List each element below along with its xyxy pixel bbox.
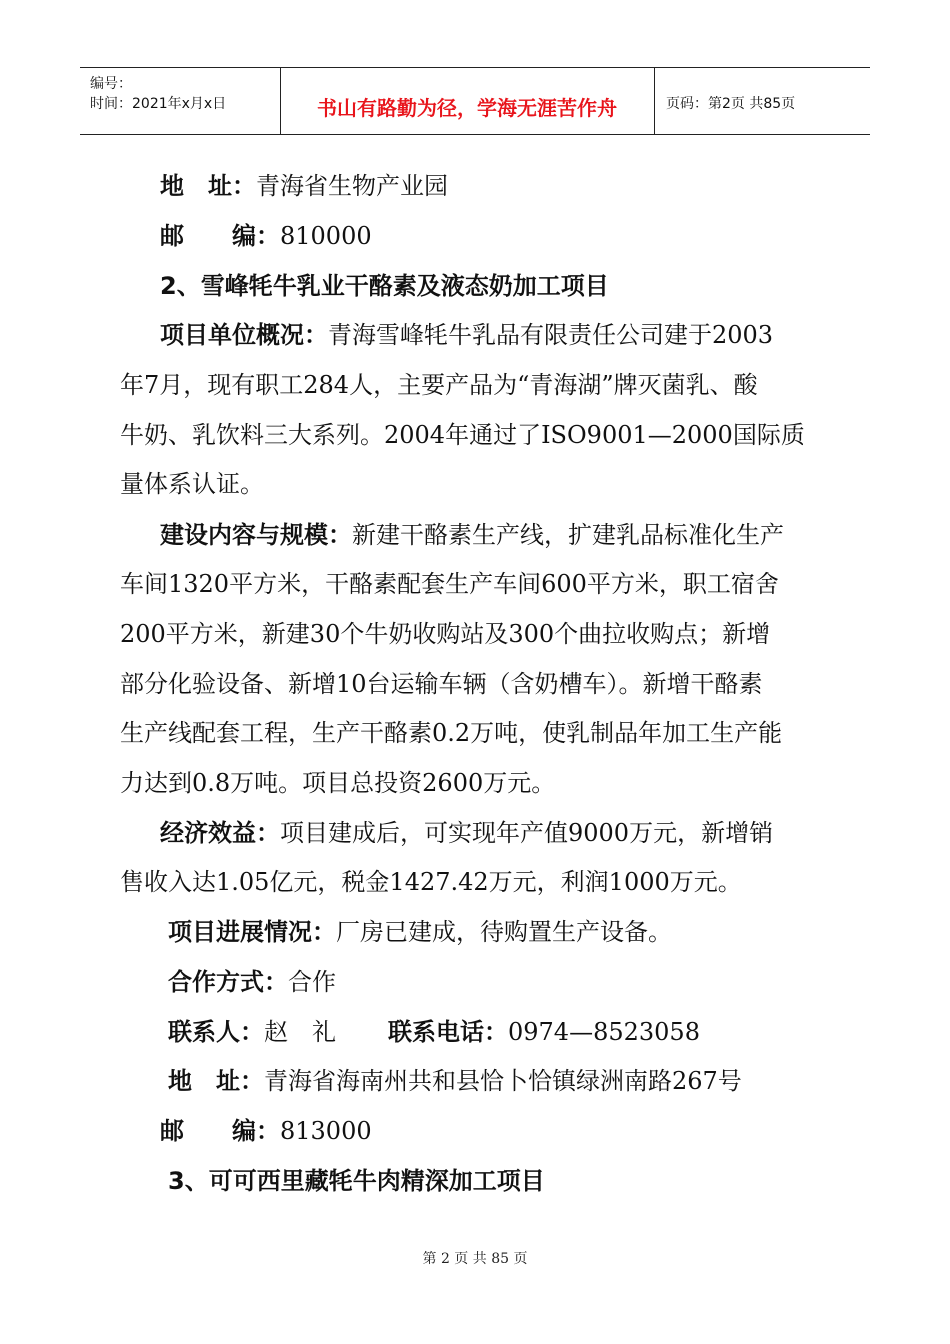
coop-value: 合作: [288, 968, 336, 996]
progress-line: [168, 918, 672, 946]
scale-line-1: [160, 521, 784, 549]
progress-value: 厂房已建成，待购置生产设备。: [336, 918, 672, 946]
benefit-line-1: [160, 819, 773, 847]
zip-label: 邮 编：: [160, 1117, 280, 1145]
header-meta: [90, 74, 226, 114]
zip-label: 邮 编：: [160, 222, 280, 250]
doc-number-label: 编号：: [90, 76, 132, 92]
page-footer: 第 2 页 共 85 页: [422, 1251, 528, 1267]
address-label: 地 址：: [160, 172, 256, 200]
header-page-info: 页码：第2页 共85页: [666, 96, 796, 112]
coop-label: 合作方式：: [168, 968, 288, 996]
scale-line-2: 车间1320平方米，干酪素配套生产车间600平方米，职工宿舍: [120, 570, 779, 598]
header-motto: 书山有路勤为径，学海无涯苦作舟: [317, 96, 617, 120]
phone-label: 联系电话：: [388, 1018, 508, 1046]
overview-line-3: 牛奶、乳饮料三大系列。2004年通过了ISO9001—2000国际质: [120, 421, 805, 449]
section-heading-3: 3、可可西里藏牦牛肉精深加工项目: [168, 1167, 545, 1195]
zip-value: 810000: [280, 222, 372, 250]
benefit-line-2: 售收入达1.05亿元，税金1427.42万元，利润1000万元。: [120, 868, 742, 896]
contact-line: [168, 1018, 700, 1046]
overview-label: 项目单位概况：: [160, 321, 328, 349]
scale-label: 建设内容与规模：: [160, 521, 352, 549]
zip-line-2: [160, 1117, 372, 1145]
address-line-1: [160, 172, 448, 200]
doc-time-label: 时间：2021年x月x日: [90, 96, 227, 112]
contact-name: 赵 礼: [264, 1018, 336, 1046]
address-label: 地 址：: [168, 1067, 264, 1095]
progress-label: 项目进展情况：: [168, 918, 336, 946]
benefit-text: 项目建成后，可实现年产值9000万元，新增销: [280, 819, 774, 847]
contact-label: 联系人：: [168, 1018, 264, 1046]
scale-line-5: 生产线配套工程，生产干酪素0.2万吨，使乳制品年加工生产能: [120, 719, 783, 747]
coop-line: [168, 968, 336, 996]
scale-line-6: 力达到0.8万吨。项目总投资2600万元。: [120, 769, 556, 797]
overview-line-4: 量体系认证。: [120, 470, 264, 498]
section-heading-2: 2、雪峰牦牛乳业干酪素及液态奶加工项目: [160, 272, 609, 300]
address-value: 青海省海南州共和县恰卜恰镇绿洲南路267号: [264, 1067, 742, 1095]
header-divider: [654, 68, 655, 134]
scale-text: 新建干酪素生产线，扩建乳品标准化生产: [352, 521, 784, 549]
benefit-label: 经济效益：: [160, 819, 280, 847]
overview-line-1: [160, 321, 773, 349]
zip-line-1: [160, 222, 372, 250]
phone-value: 0974—8523058: [508, 1018, 700, 1046]
page-header: [80, 67, 870, 135]
scale-line-3: 200平方米，新建30个牛奶收购站及300个曲拉收购点；新增: [120, 620, 771, 648]
scale-line-4: 部分化验设备、新增10台运输车辆（含奶槽车）。新增干酪素: [120, 670, 763, 698]
zip-value: 813000: [280, 1117, 372, 1145]
overview-line-2: 年7月，现有职工284人，主要产品为“青海湖”牌灭菌乳、酸: [120, 371, 758, 399]
address-line-2: [168, 1067, 742, 1095]
overview-text: 青海雪峰牦牛乳品有限责任公司建于2003: [328, 321, 774, 349]
address-value: 青海省生物产业园: [256, 172, 448, 200]
